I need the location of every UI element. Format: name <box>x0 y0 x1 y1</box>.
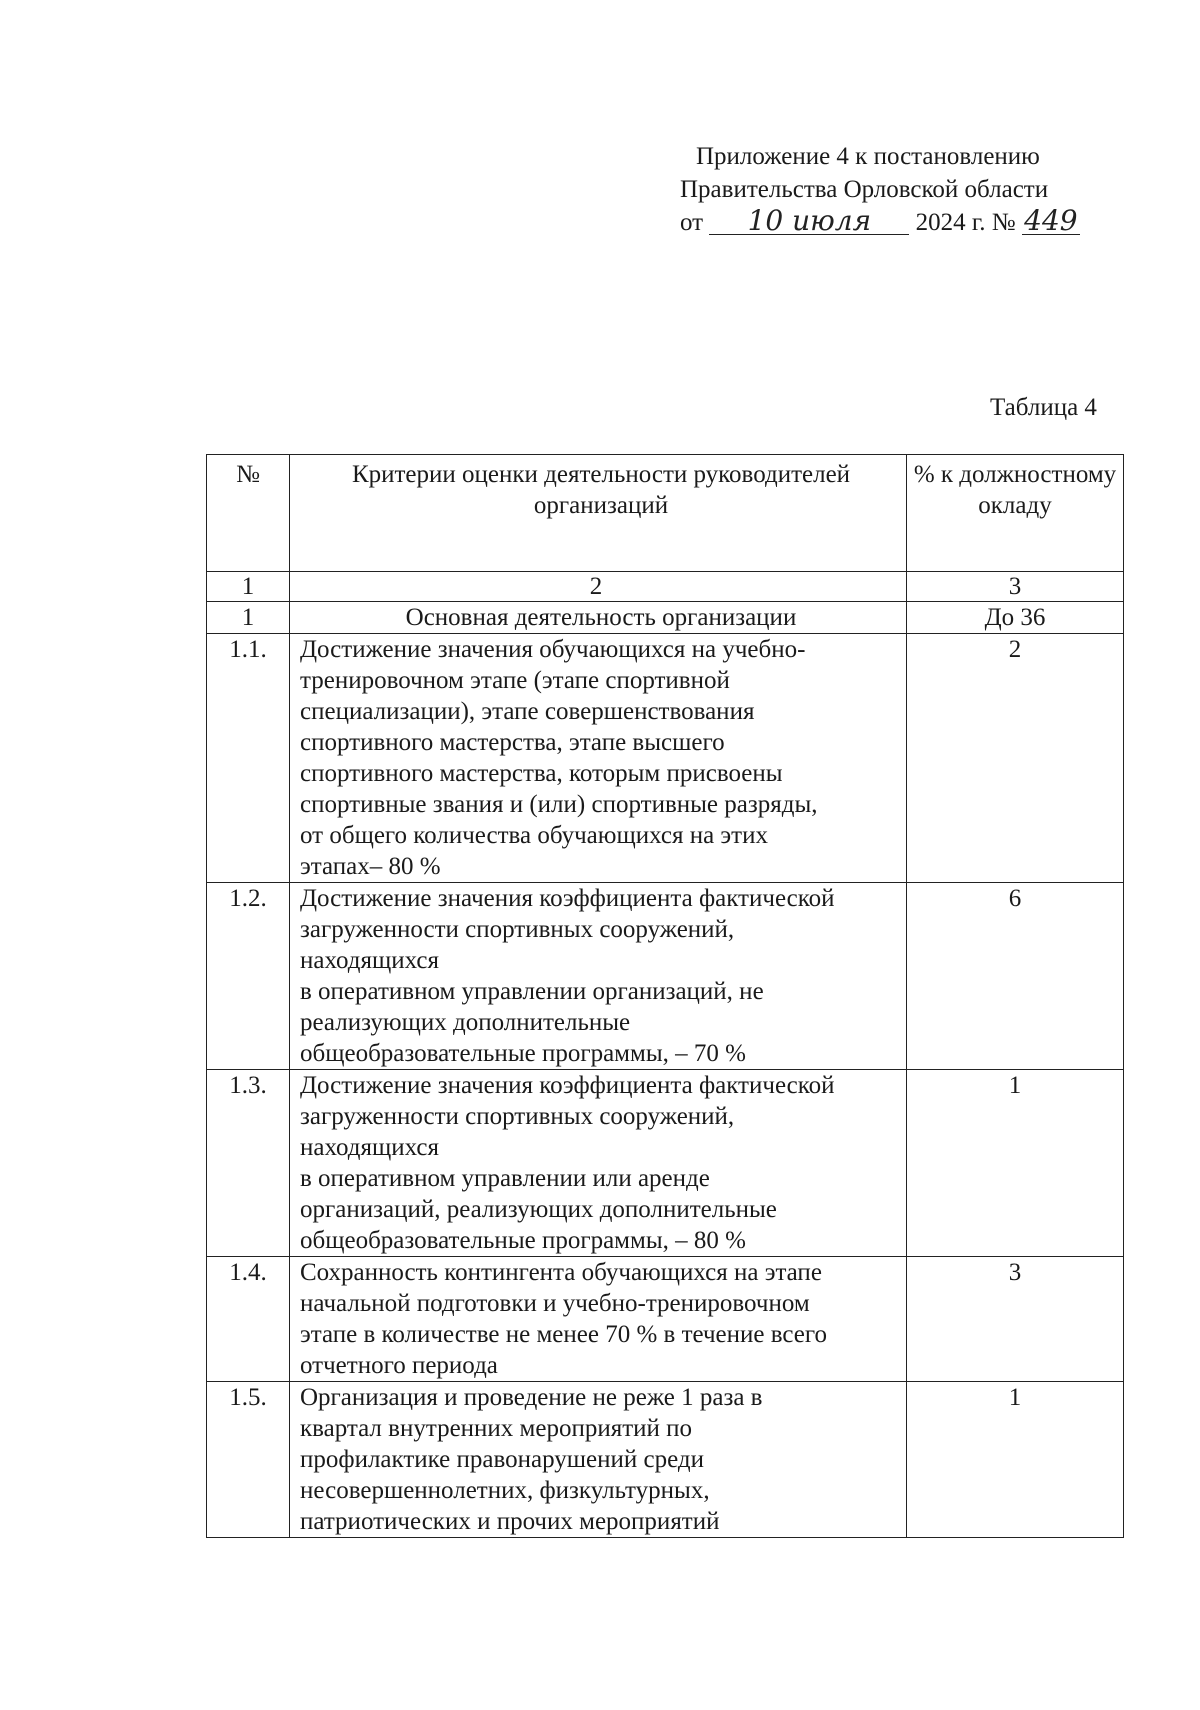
header-num: № <box>207 455 290 572</box>
criteria-line: Достижение значения коэффициента фактической <box>300 1072 835 1099</box>
criteria-line: организаций, реализующих дополнительные <box>300 1196 777 1223</box>
row-criteria <box>290 883 907 1070</box>
column-number-row <box>207 572 1124 602</box>
criteria-line: спортивные звания и (или) спортивные разряды, <box>300 791 818 818</box>
row-num: 1.2. <box>207 883 290 1070</box>
row-percent: 3 <box>907 1257 1124 1382</box>
criteria-line: патриотических и прочих мероприятий <box>300 1508 720 1535</box>
criteria-line: специализации), этапе совершенствования <box>300 698 755 725</box>
criteria-line: несовершеннолетних, физкультурных, <box>300 1477 710 1504</box>
table-row <box>207 1257 1124 1382</box>
column-number: 2 <box>290 572 907 602</box>
criteria-line: общеобразовательные программы, – 70 % <box>300 1040 746 1067</box>
handwritten-date: 10 июля <box>709 208 909 235</box>
appendix-header <box>680 140 1100 239</box>
criteria-line: Достижение значения обучающихся на учебно- <box>300 636 806 663</box>
criteria-line: этапе в количестве не менее 70 % в течение всего <box>300 1321 828 1348</box>
table-row <box>207 1382 1124 1538</box>
appendix-line-1: Приложение 4 к постановлению <box>696 143 1040 170</box>
table-label: Таблица 4 <box>990 394 1097 421</box>
criteria-line: квартал внутренних мероприятий по <box>300 1415 693 1442</box>
table-row <box>207 883 1124 1070</box>
row-num: 1.5. <box>207 1382 290 1538</box>
table-row <box>207 634 1124 883</box>
criteria-line: реализующих дополнительные <box>300 1009 631 1036</box>
criteria-line: Сохранность контингента обучающихся на этапе <box>300 1259 822 1286</box>
row-criteria <box>290 1382 907 1538</box>
row-criteria <box>290 1070 907 1257</box>
criteria-line: отчетного периода <box>300 1352 498 1379</box>
row-percent: 2 <box>907 634 1124 883</box>
criteria-table <box>206 454 1124 1538</box>
column-number: 1 <box>207 572 290 602</box>
year-text: 2024 г. № <box>915 209 1016 236</box>
appendix-date-line <box>680 206 1100 239</box>
criteria-line: Достижение значения коэффициента фактической <box>300 885 835 912</box>
criteria-line: профилактике правонарушений среди <box>300 1446 704 1473</box>
header-percent: % к должностному окладу <box>907 455 1124 572</box>
row-num: 1.1. <box>207 634 290 883</box>
appendix-line-2: Правительства Орловской области <box>680 176 1049 203</box>
section-num: 1 <box>207 602 290 634</box>
criteria-line: спортивного мастерства, этапе высшего <box>300 729 725 756</box>
row-num: 1.3. <box>207 1070 290 1257</box>
criteria-line: от общего количества обучающихся на этих <box>300 822 768 849</box>
criteria-line: начальной подготовки и учебно-тренировочном <box>300 1290 810 1317</box>
row-percent: 1 <box>907 1382 1124 1538</box>
row-percent: 6 <box>907 883 1124 1070</box>
row-criteria <box>290 634 907 883</box>
criteria-line: находящихся <box>300 947 440 974</box>
table-header-row <box>207 455 1124 572</box>
handwritten-number: 449 <box>1022 208 1080 235</box>
criteria-line: загруженности спортивных сооружений, <box>300 1103 735 1130</box>
criteria-line: спортивного мастерства, которым присвоены <box>300 760 783 787</box>
criteria-line: Организация и проведение не реже 1 раза в <box>300 1384 763 1411</box>
criteria-line: в оперативном управлении или аренде <box>300 1165 710 1192</box>
column-number: 3 <box>907 572 1124 602</box>
section-row <box>207 602 1124 634</box>
section-title: Основная деятельность организации <box>290 602 907 634</box>
criteria-line: тренировочном этапе (этапе спортивной <box>300 667 730 694</box>
table-row <box>207 1070 1124 1257</box>
criteria-line: в оперативном управлении организаций, не <box>300 978 764 1005</box>
criteria-line: загруженности спортивных сооружений, <box>300 916 735 943</box>
date-prefix: от <box>680 209 704 236</box>
criteria-line: общеобразовательные программы, – 80 % <box>300 1227 746 1254</box>
criteria-line: этапах– 80 % <box>300 853 441 880</box>
header-criteria: Критерии оценки деятельности руководителей организаций <box>290 455 907 572</box>
row-percent: 1 <box>907 1070 1124 1257</box>
section-percent: До 36 <box>907 602 1124 634</box>
criteria-line: находящихся <box>300 1134 440 1161</box>
row-num: 1.4. <box>207 1257 290 1382</box>
row-criteria <box>290 1257 907 1382</box>
